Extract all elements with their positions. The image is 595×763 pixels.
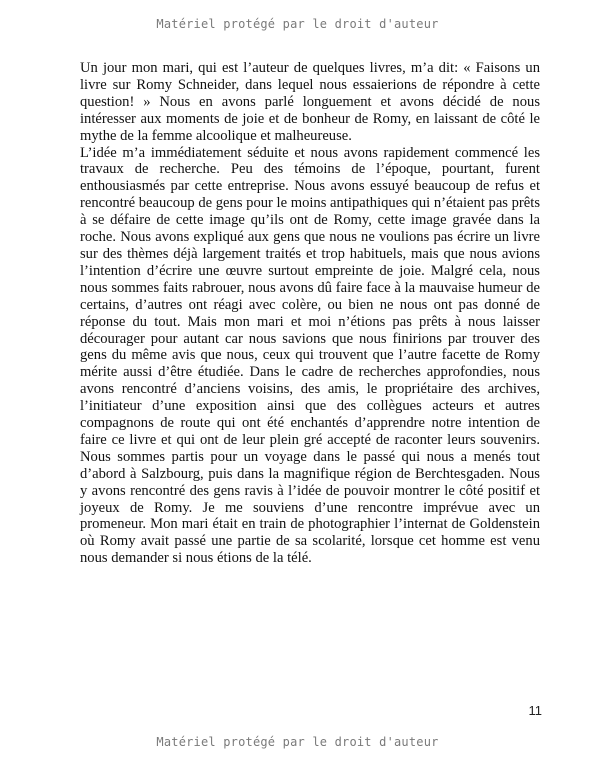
copyright-watermark-bottom: Matériel protégé par le droit d'auteur (156, 735, 439, 749)
body-text (80, 60, 540, 567)
page-number: 11 (528, 703, 542, 718)
paragraph: Un jour mon mari, qui est l’auteur de quelques livres, m’a dit: « Faisons un livre sur Romy Schneider, dans lequel nous essaierions de répondre à cette question! » Nous en avons parlé longuement et avons décidé de nous intéresser aux moments de joie et de bonheur de Romy, en laissant de côté le mythe de la femme alcoolique et malheureuse. (80, 60, 540, 144)
copyright-watermark-top: Matériel protégé par le droit d'auteur (156, 17, 439, 31)
paragraph: L’idée m’a immédiatement séduite et nous avons rapidement commencé les travaux de recherche. Peu des témoins de l’époque, pourtant, furent enthousiasmés par cette entreprise. Nous avons essuyé beaucoup de refus et rencontré beaucoup de gens pour le moins antipathiques qui n’étaient pas prêts à se défaire de cette image qu’ils ont de Romy, cette image gravée dans la roche. Nous avons expliqué aux gens que nous ne voulions pas écrire un livre sur des thèmes déjà largement traités et trop habituels, mais que nous avions l’intention d’écrire une œuvre surtout empreinte de joie. Malgré cela, nous nous sommes faits rabrouer, nous avons dû faire face à la mauvaise humeur de certains, d’autres ont réagi avec colère, ou bien ne nous ont pas donné de réponse du tout. Mais mon mari et moi n’étions pas prêts à nous laisser décourager pour autant car nous savions que nous finirions par trouver des gens du même avis que nous, ceux qui trouvent que l’autre facette de Romy mérite aussi d’être étudiée. Dans le cadre de recherches approfondies, nous avons rencontré d’anciens voisins, des amis, le propriétaire des archives, l’initiateur d’une exposition ainsi que des collègues acteurs et autres compagnons de route qui ont été enchantés d’apprendre notre intention de faire ce livre et qui ont de leur plein gré accepté de raconter leurs souvenirs. Nous sommes partis pour un voyage dans le passé qui nous a menés tout d’abord à Salzbourg, puis dans la magnifique région de Berchtesgaden. Nous y avons rencontré des gens ravis à l’idée de pouvoir montrer le côté positif et joyeux de Romy. Je me souviens d’une rencontre imprévue avec un promeneur. Mon mari était en train de photographier l’internat de Goldenstein où Romy avait passé une partie de sa scolarité, lorsque cet homme est venu nous demander si nous étions de la télé. (80, 144, 540, 567)
